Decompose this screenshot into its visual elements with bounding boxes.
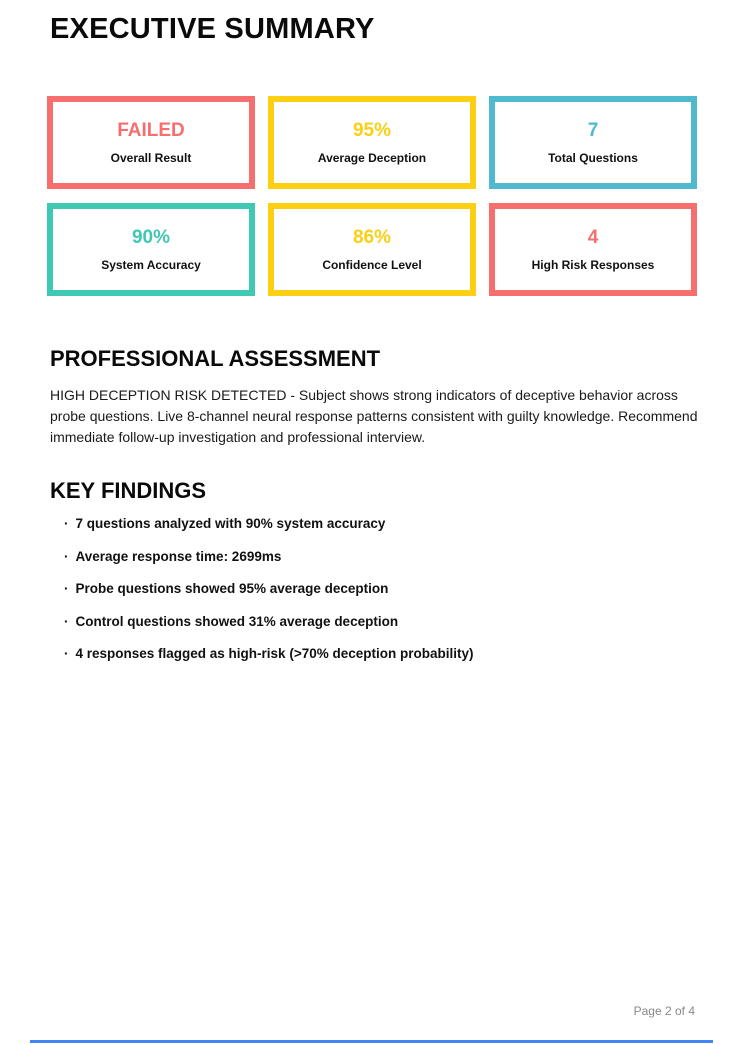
stat-value: 7 <box>587 120 599 141</box>
stat-card-confidence-level <box>268 203 476 296</box>
stat-value: FAILED <box>117 120 185 141</box>
stat-card-system-accuracy <box>47 203 255 296</box>
bullet-dot: · <box>64 613 69 629</box>
summary-stat-cards <box>47 96 697 296</box>
bullet-dot: · <box>64 516 69 531</box>
key-finding-text: 7 questions analyzed with 90% system accuracy <box>75 516 386 531</box>
key-findings-list <box>64 517 684 680</box>
stat-label: Total Questions <box>548 151 638 165</box>
key-finding-item <box>64 647 684 661</box>
stat-card-average-deception <box>268 96 476 189</box>
bottom-accent-line <box>30 1040 713 1043</box>
bullet-dot: · <box>64 548 69 564</box>
key-finding-text: Probe questions showed 95% average deception <box>75 581 389 596</box>
key-finding-text: Control questions showed 31% average deception <box>75 613 399 629</box>
page-number: Page 2 of 4 <box>633 1004 695 1018</box>
key-finding-item <box>64 615 684 629</box>
stat-label: Confidence Level <box>322 258 422 272</box>
stat-card-high-risk-responses <box>489 203 697 296</box>
key-finding-text: Average response time: 2699ms <box>75 548 282 564</box>
professional-assessment-body: HIGH DECEPTION RISK DETECTED - Subject shows strong indicators of deceptive behavior across probe questions. Live 8-channel neural response patterns consistent with guilty knowledge. Recommend immediate follow-up investigation and professional interview. <box>50 387 698 445</box>
key-finding-text: 4 responses flagged as high-risk (>70% deception probability) <box>75 646 474 661</box>
stat-card-overall-result <box>47 96 255 189</box>
stat-label: High Risk Responses <box>531 258 655 272</box>
stat-value: 90% <box>131 227 171 248</box>
bullet-dot: · <box>64 646 69 661</box>
key-finding-item <box>64 517 684 531</box>
professional-assessment-heading: PROFESSIONAL ASSESSMENT <box>50 346 381 371</box>
stat-value: 4 <box>587 227 599 248</box>
key-finding-item <box>64 550 684 564</box>
stat-label: Average Deception <box>317 151 427 165</box>
stat-label: System Accuracy <box>101 258 201 272</box>
stat-value: 95% <box>352 120 392 141</box>
key-findings-heading: KEY FINDINGS <box>50 478 207 503</box>
stat-label: Overall Result <box>110 151 192 165</box>
key-finding-item <box>64 582 684 596</box>
page-title: EXECUTIVE SUMMARY <box>50 13 375 45</box>
bullet-dot: · <box>64 581 69 596</box>
stat-value: 86% <box>352 227 392 248</box>
stat-card-total-questions <box>489 96 697 189</box>
